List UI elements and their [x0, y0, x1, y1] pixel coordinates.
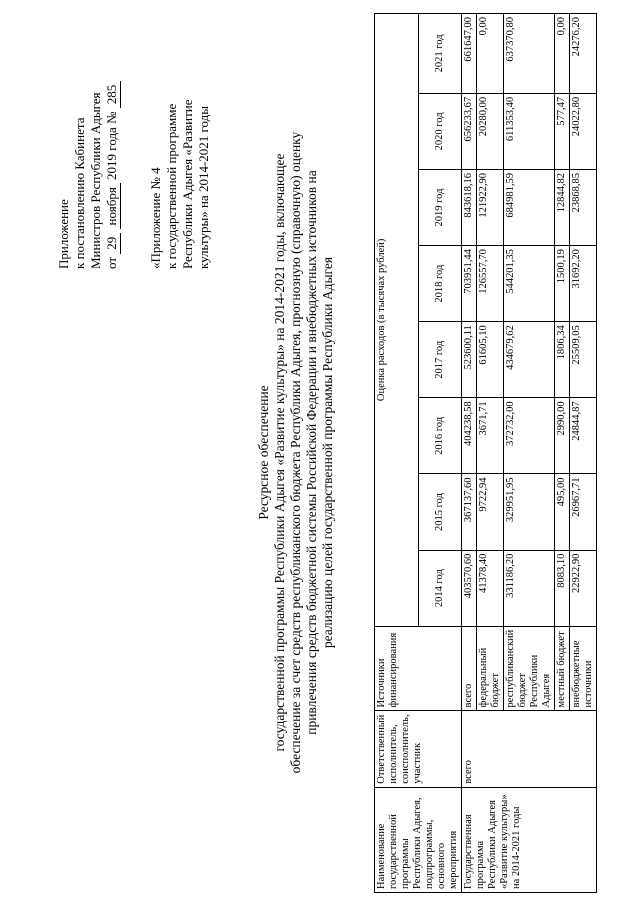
value-cell: 126557,70 — [477, 246, 504, 322]
resolution-number: 285 — [104, 81, 121, 109]
document-title — [256, 0, 336, 905]
value-cell: 656233,67 — [462, 93, 477, 169]
source-cell: внебюджетные источники — [570, 626, 597, 711]
appendix-date-line — [104, 81, 121, 269]
value-cell: 544201,35 — [504, 246, 555, 322]
value-cell: 329951,95 — [504, 474, 555, 550]
table-row — [462, 14, 477, 893]
year-header: 2017 год — [418, 322, 462, 398]
year-header: 2021 год — [418, 14, 462, 94]
value-cell: 31692,20 — [570, 246, 597, 322]
value-cell: 637370,80 — [504, 14, 555, 94]
date-day: 29 — [104, 233, 121, 254]
value-cell: 121922,90 — [477, 169, 504, 245]
value-cell: 684981,59 — [504, 169, 555, 245]
title-line: реализацию целей государственной программы Республики Адыгея — [320, 256, 335, 649]
value-cell: 41378,40 — [477, 550, 504, 626]
value-cell: 12844,82 — [555, 169, 570, 245]
value-cell: 523600,11 — [462, 322, 477, 398]
value-cell: 611353,40 — [504, 93, 555, 169]
value-cell: 1500,19 — [555, 246, 570, 322]
header-estimate: Оценка расходов (в тысячах рублей) — [375, 14, 419, 627]
header-name: Наименование государственной программы Республики Адыгея, подпрограммы, основного мероприятия — [375, 787, 462, 892]
appendix-line: Министров Республики Адыгея — [88, 92, 103, 269]
value-cell: 0,00 — [555, 14, 570, 94]
responsible-cell: всего — [462, 711, 597, 787]
header-responsible: Ответственный исполнитель, соисполнитель, участник — [375, 711, 462, 787]
value-cell: 404238,58 — [462, 398, 477, 474]
value-cell: 0,00 — [477, 14, 504, 94]
title-line: привлечения средств бюджетной системы Российской Федерации и внебюджетных источников на — [304, 170, 319, 735]
value-cell: 8083,10 — [555, 550, 570, 626]
date-year: 2019 года № — [104, 111, 119, 180]
year-header: 2014 год — [418, 550, 462, 626]
value-cell: 372732,00 — [504, 398, 555, 474]
date-prefix: от — [104, 256, 119, 269]
value-cell: 20280,00 — [477, 93, 504, 169]
source-cell: местный бюджет — [555, 626, 570, 711]
title-line: государственной программы Республики Адыгея «Развитие культуры» на 2014-2021 годы, включающее — [272, 153, 287, 752]
value-cell: 24276,20 — [570, 14, 597, 94]
appendix-program-block — [148, 99, 212, 269]
value-cell: 26967,71 — [570, 474, 597, 550]
value-cell: 843618,16 — [462, 169, 477, 245]
value-cell: 703951,44 — [462, 246, 477, 322]
value-cell: 403570,60 — [462, 550, 477, 626]
appendix-line: Республики Адыгея «Развитие — [180, 99, 195, 269]
value-cell: 495,00 — [555, 474, 570, 550]
value-cell: 24844,87 — [570, 398, 597, 474]
value-cell: 2990,00 — [555, 398, 570, 474]
date-month: ноября — [104, 183, 121, 229]
resource-table — [374, 13, 597, 893]
value-cell: 661647,00 — [462, 14, 477, 94]
appendix-line: к постановлению Кабинета — [72, 117, 87, 269]
value-cell: 331186,20 — [504, 550, 555, 626]
value-cell: 24022,80 — [570, 93, 597, 169]
header-row — [375, 14, 419, 893]
value-cell: 367137,60 — [462, 474, 477, 550]
value-cell: 9722,94 — [477, 474, 504, 550]
source-cell: федеральный бюджет — [477, 626, 504, 711]
value-cell: 577,47 — [555, 93, 570, 169]
appendix-line: к государственной программе — [164, 103, 179, 269]
year-header: 2019 год — [418, 169, 462, 245]
value-cell: 22922,90 — [570, 550, 597, 626]
year-header: 2016 год — [418, 398, 462, 474]
appendix-resolution-block — [56, 81, 121, 269]
source-cell: республиканский бюджет Республики Адыгея — [504, 626, 555, 711]
value-cell: 23868,85 — [570, 169, 597, 245]
year-header: 2018 год — [418, 246, 462, 322]
title-line: Ресурсное обеспечение — [256, 385, 271, 520]
header-source: Источники финансирования — [375, 626, 462, 711]
appendix-line: «Приложение № 4 — [148, 167, 163, 269]
value-cell: 1806,34 — [555, 322, 570, 398]
program-name-cell: Государственная программа Республики Адыгея «Развитие культуры» на 2014-2021 годы — [462, 787, 597, 892]
value-cell: 3671,71 — [477, 398, 504, 474]
appendix-line: культуры» на 2014-2021 годы — [196, 105, 211, 269]
year-header: 2020 год — [418, 93, 462, 169]
year-header: 2015 год — [418, 474, 462, 550]
value-cell: 25509,05 — [570, 322, 597, 398]
source-cell: всего — [462, 626, 477, 711]
value-cell: 61605,10 — [477, 322, 504, 398]
appendix-line: Приложение — [56, 199, 71, 269]
value-cell: 434679,62 — [504, 322, 555, 398]
title-line: обеспечение за счет средств республиканского бюджета Республики Адыгея, прогнозную (справочную) оценку — [288, 131, 303, 774]
